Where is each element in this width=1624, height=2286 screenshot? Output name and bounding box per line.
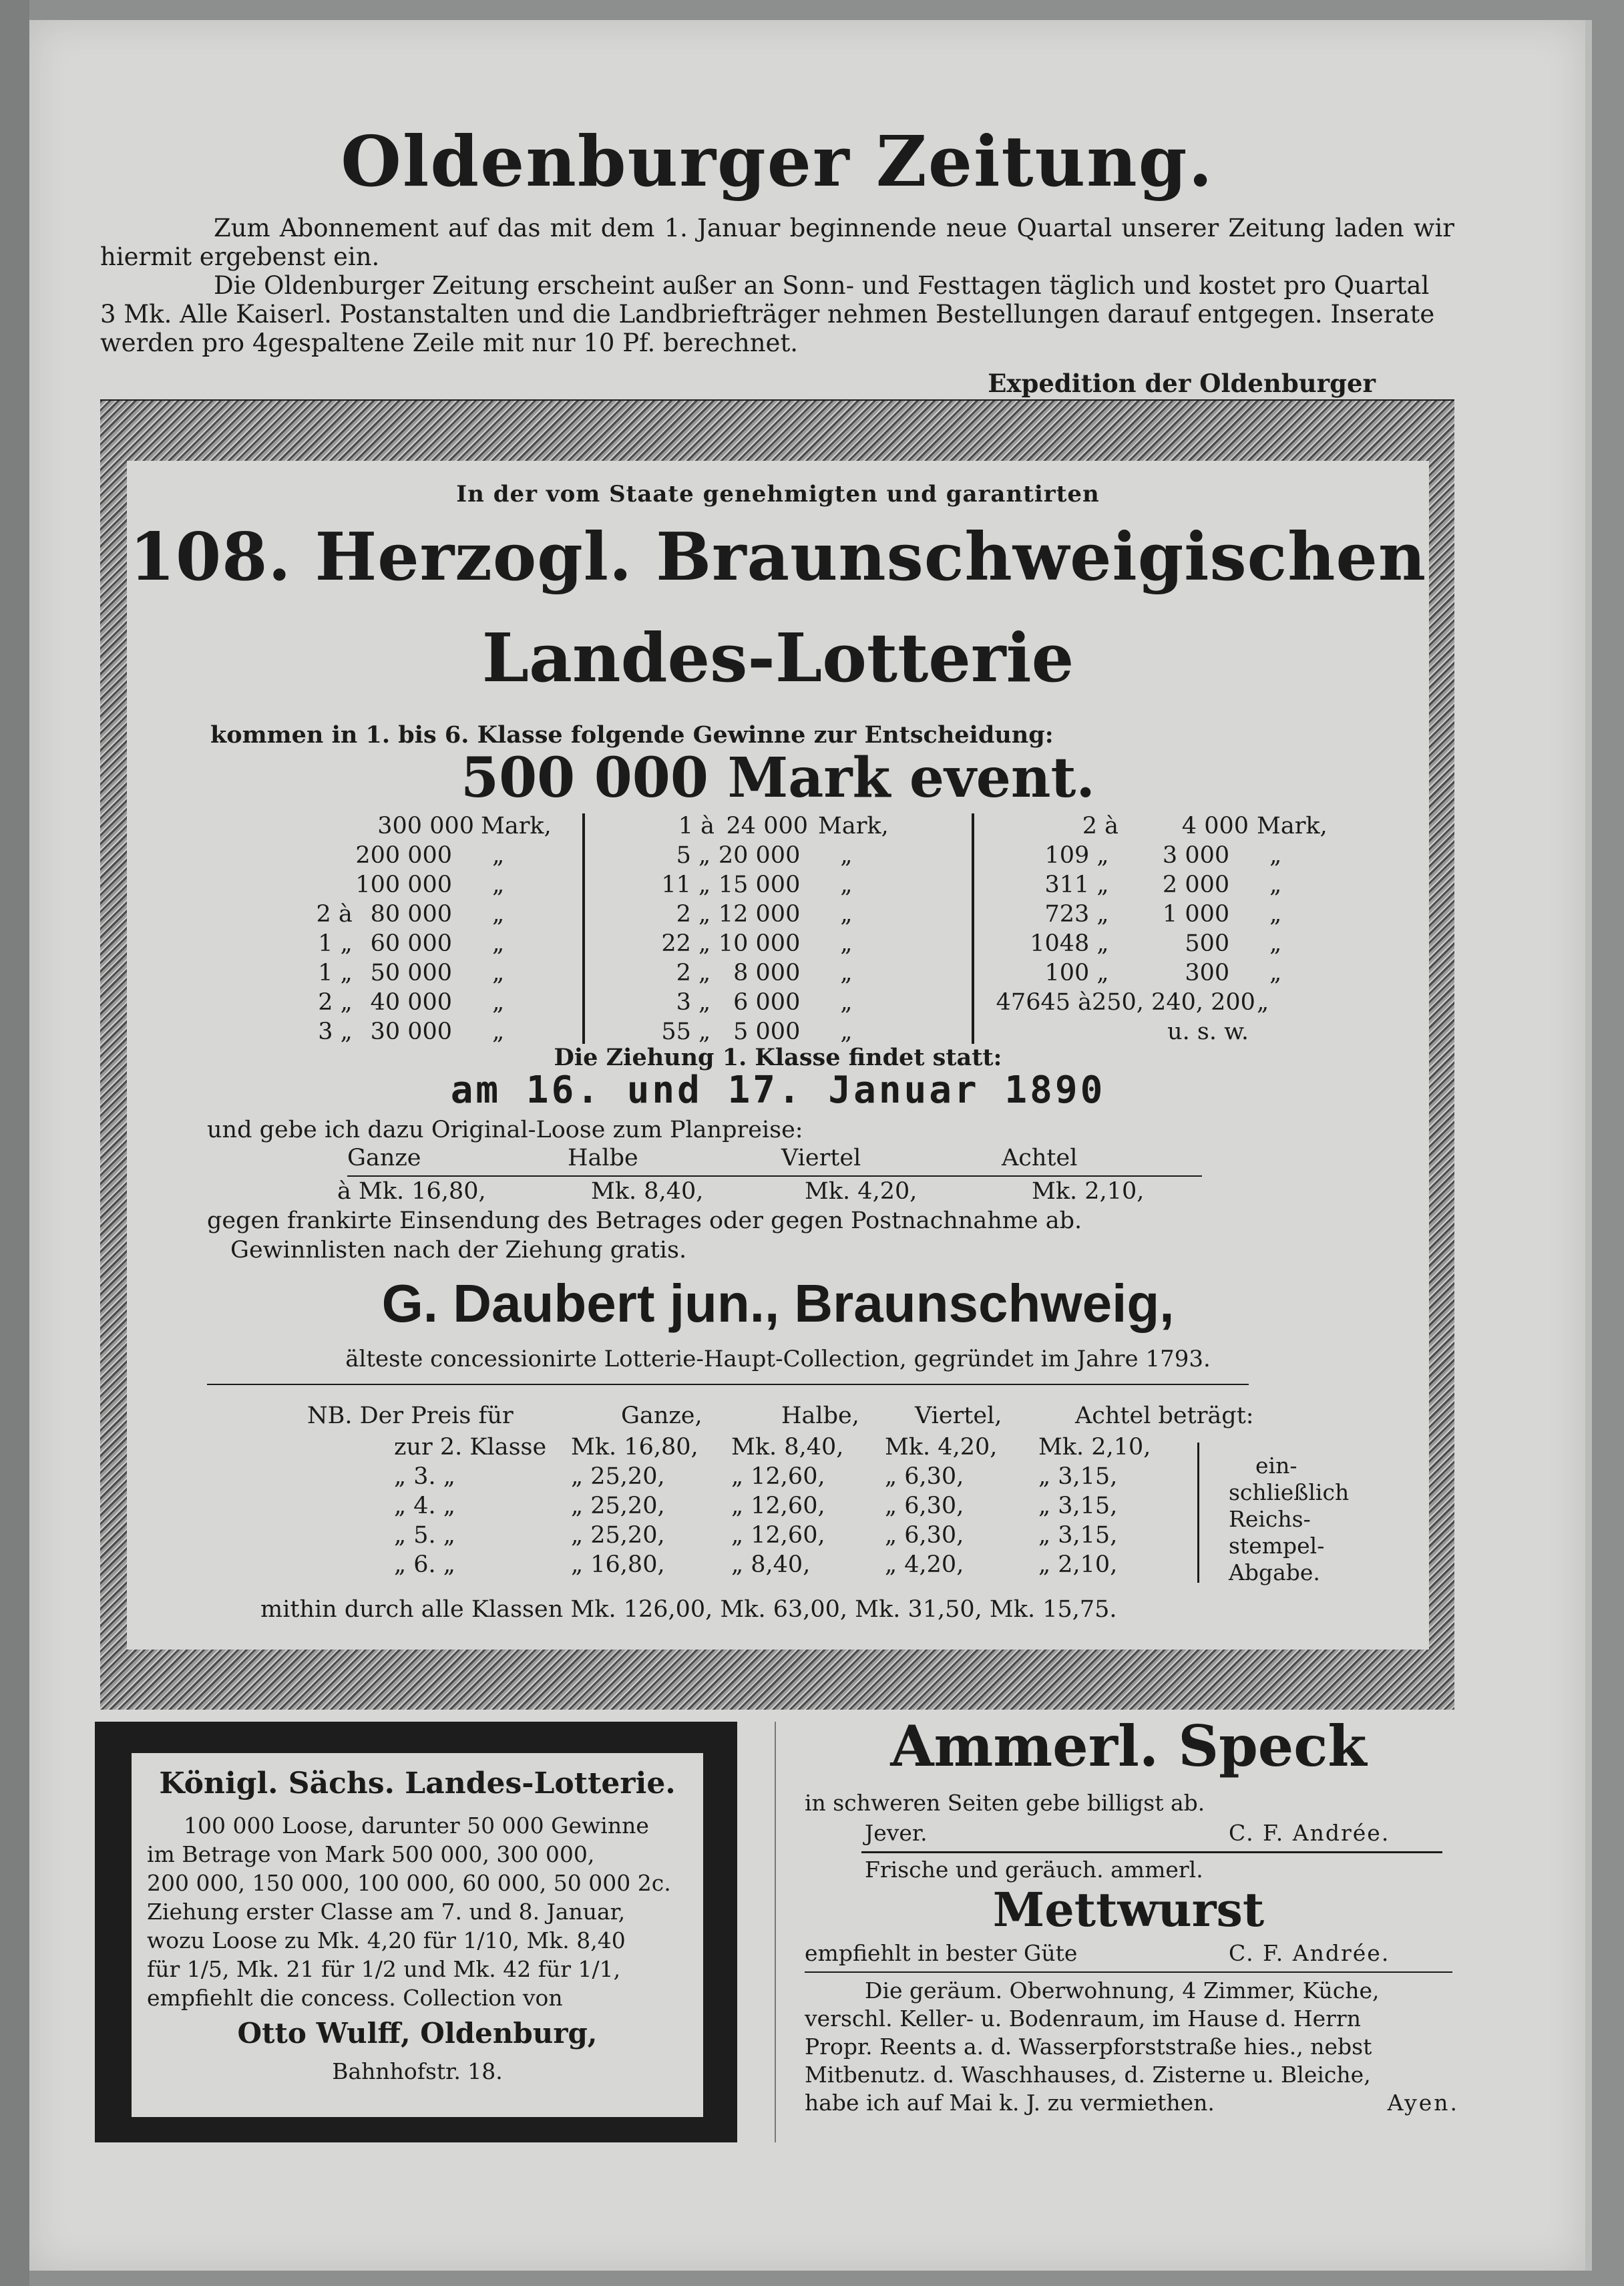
saxony-line: wozu Loose zu Mk. 4,20 für 1/10, Mk. 8,40 — [147, 1927, 626, 1953]
prize-row: 100 000 „ — [355, 872, 505, 898]
notice-para-2b: 3 Mk. Alle Kaiserl. Postanstalten und die Landbriefträger nehmen Bestellungen darauf entgegen. Inserate — [100, 300, 1435, 329]
page-edge-left — [0, 0, 29, 2286]
saxony-body — [147, 1811, 694, 2012]
nb-header: NB. Der Preis für Ganze, Halbe, Viertel, Achtel beträgt: — [307, 1402, 1254, 1429]
prize-row: 47645 à 250, 240, 200 „ — [996, 989, 1269, 1016]
rent-ad — [805, 1977, 1459, 2117]
prize-row: 109 „ 3 000 „ — [1044, 842, 1282, 869]
rent-line: verschl. Keller- u. Bodenraum, im Hause d. Herrn — [805, 2006, 1361, 2032]
saxony-line: für 1/5, Mk. 21 für 1/2 und Mk. 42 für 1/1, — [147, 1956, 621, 1982]
prize-row: 3 „ 30 000 „ — [318, 1018, 505, 1045]
speck-rule — [861, 1851, 1442, 1853]
company-rule — [207, 1384, 1249, 1385]
prize-row: 1 „ 50 000 „ — [318, 960, 505, 986]
lottery-subtitle-title: Landes-Lotterie — [481, 618, 1074, 697]
prize-row: 2 „ 8 000 „ — [676, 960, 853, 986]
rent-line: Propr. Reents a. d. Wasserpforststraße hies., nebst — [805, 2034, 1372, 2060]
terms-line-1: gegen frankirte Einsendung des Betrages oder gegen Postnachnahme ab. — [207, 1207, 1082, 1234]
rent-line: Die geräum. Oberwohnung, 4 Zimmer, Küche, — [865, 1977, 1380, 2004]
prize-row: 55 „ 5 000 „ — [661, 1018, 853, 1045]
prize-row: 1 à 24 000 Mark, — [678, 813, 889, 839]
rent-last-line: habe ich auf Mai k. J. zu vermiethen. Ayen. — [805, 2090, 1459, 2116]
prize-row: 2 „ 40 000 „ — [318, 989, 505, 1016]
prize-row: 2 „ 12 000 „ — [676, 901, 853, 928]
company-subline: älteste concessionirte Lotterie-Haupt-Collection, gegründet im Jahre 1793. — [345, 1346, 1211, 1372]
prize-row: 1048 „ 500 „ — [1030, 930, 1282, 957]
price-intro: und gebe ich dazu Original-Loose zum Planpreise: — [207, 1117, 803, 1143]
prize-row: 3 „ 6 000 „ — [676, 989, 853, 1016]
mett-line: empfiehlt in bester Güte — [805, 1940, 1078, 1966]
prize-row: 2 à 80 000 „ — [316, 901, 505, 928]
notice-para-2a: Die Oldenburger Zeitung erscheint außer an Sonn- und Festtagen täglich und kostet pro Quartal — [214, 271, 1430, 300]
draw-date: am 16. und 17. Januar 1890 — [450, 1069, 1106, 1112]
column-divider — [775, 1722, 776, 2142]
saxony-line: empfiehlt die concess. Collection von — [147, 1985, 563, 2011]
expedition-signature: Expedition der Oldenburger — [988, 369, 1376, 398]
speck-place: Jever. — [865, 1820, 928, 1846]
prize-column-3 — [988, 811, 1362, 1046]
terms-line-2: Gewinnlisten nach der Ziehung gratis. — [230, 1237, 687, 1264]
prize-row: 723 „ 1 000 „ — [1044, 901, 1282, 928]
nb-note-line: schließlich — [1229, 1479, 1350, 1505]
masthead: Oldenburger Zeitung. — [341, 120, 1214, 202]
mett-title: Mettwurst — [992, 1882, 1265, 1937]
prize-row: 11 „ 15 000 „ — [661, 872, 853, 898]
prize-column-1 — [294, 811, 574, 1046]
prize-divider-1 — [582, 813, 585, 1044]
company-name: G. Daubert jun., Braunschweig, — [381, 1274, 1175, 1333]
speck-line: in schweren Seiten gebe billigst ab. — [805, 1790, 1205, 1816]
saxony-line: im Betrage von Mark 500 000, 300 000, — [147, 1841, 595, 1867]
prize-column-2 — [621, 811, 968, 1046]
saxony-title: Königl. Sächs. Landes-Lotterie. — [159, 1766, 676, 1800]
nb-note — [1229, 1453, 1362, 1586]
mett-intro: Frische und geräuch. ammerl. — [865, 1857, 1203, 1883]
lottery-classes-text: kommen in 1. bis 6. Klasse folgende Gewinne zur Entscheidung: — [210, 721, 1054, 749]
prize-row: 311 „ 2 000 „ — [1044, 872, 1282, 898]
nb-row: „ 4. „ „ 25,20, „ 12,60, „ 6,30, „ 3,15, — [394, 1493, 1118, 1519]
lottery-jackpot: 500 000 Mark event. — [461, 746, 1095, 810]
nb-row: „ 3. „ „ 25,20, „ 12,60, „ 6,30, „ 3,15, — [394, 1463, 1118, 1490]
notice-para-1: Zum Abonnement auf das mit dem 1. Januar beginnende neue Quartal unserer Zeitung laden wir hiermit ergebenst ein. — [100, 214, 1454, 271]
nb-brace — [1197, 1443, 1199, 1583]
nb-note-line: stempel- — [1229, 1533, 1325, 1559]
nb-total: mithin durch alle Klassen Mk. 126,00, Mk. 63,00, Mk. 31,50, Mk. 15,75. — [260, 1596, 1117, 1623]
prize-row: 22 „ 10 000 „ — [661, 930, 853, 957]
saxony-line: 200 000, 150 000, 100 000, 60 000, 50 000 2c. — [147, 1870, 671, 1896]
nb-row: zur 2. Klasse Mk. 16,80, Mk. 8,40, Mk. 4,20, Mk. 2,10, — [394, 1434, 1151, 1461]
draw-intro: Die Ziehung 1. Klasse findet statt: — [554, 1044, 1002, 1071]
lottery-intro: In der vom Staate genehmigten und garantirten — [456, 481, 1100, 508]
nb-note-line: ein- — [1255, 1453, 1297, 1479]
notice-para-2c: werden pro 4gespaltene Zeile mit nur 10 Pf. berechnet. — [100, 329, 799, 357]
nb-note-line: Abgabe. — [1229, 1559, 1320, 1585]
nb-note-line: Reichs- — [1229, 1506, 1311, 1532]
prize-divider-2 — [972, 813, 974, 1044]
rent-seller: Ayen. — [1387, 2090, 1459, 2116]
rent-line: Mitbenutz. d. Waschhauses, d. Zisterne u. Bleiche, — [805, 2062, 1371, 2088]
prize-row: 2 à 4 000 Mark, — [1082, 813, 1328, 839]
mett-seller: C. F. Andrée. — [1229, 1940, 1390, 1966]
speck-title: Ammerl. Speck — [890, 1713, 1367, 1779]
nb-table — [394, 1433, 1182, 1579]
prize-row: u. s. w. — [1167, 1018, 1249, 1045]
saxony-seller: Otto Wulff, Oldenburg, — [237, 2017, 598, 2050]
saxony-address: Bahnhofstr. 18. — [332, 2058, 503, 2084]
prize-row: 100 „ 300 „ — [1044, 960, 1282, 986]
prize-row: 200 000 „ — [355, 842, 505, 869]
nb-row: „ 6. „ „ 16,80, „ 8,40, „ 4,20, „ 2,10, — [394, 1551, 1118, 1578]
prize-row: 1 „ 60 000 „ — [318, 930, 505, 957]
mett-rule — [805, 1971, 1452, 1973]
saxony-line: Ziehung erster Classe am 7. und 8. Januar, — [147, 1899, 626, 1925]
price-values: à Mk. 16,80, Mk. 8,40, Mk. 4,20, Mk. 2,10, — [337, 1178, 1145, 1205]
speck-seller: C. F. Andrée. — [1229, 1820, 1390, 1846]
price-headers: Ganze Halbe Viertel Achtel — [347, 1145, 1078, 1171]
prize-row: 5 „ 20 000 „ — [676, 842, 853, 869]
lottery-title: 108. Herzogl. Braunschweigischen — [129, 519, 1427, 596]
subscription-notice — [100, 214, 1454, 357]
saxony-line: 100 000 Loose, darunter 50 000 Gewinne — [184, 1813, 649, 1839]
nb-row: „ 5. „ „ 25,20, „ 12,60, „ 6,30, „ 3,15, — [394, 1522, 1118, 1549]
prize-row: 300 000 Mark, — [377, 813, 552, 839]
